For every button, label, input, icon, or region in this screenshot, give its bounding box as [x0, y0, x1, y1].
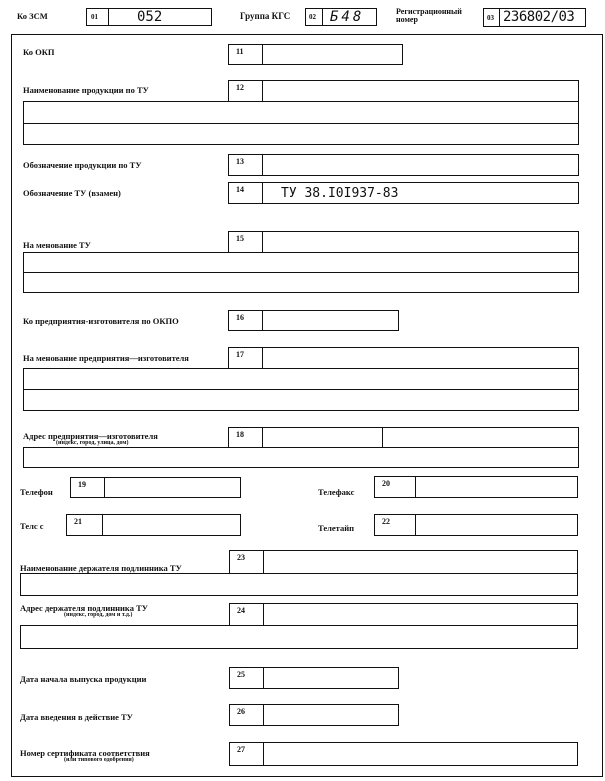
kod-value: 052: [137, 9, 163, 25]
field-teletype[interactable]: [415, 514, 578, 536]
reg-field[interactable]: [483, 8, 586, 27]
field-fax[interactable]: [415, 476, 578, 498]
field-product-designation[interactable]: [262, 154, 579, 176]
num-18: 18: [228, 427, 263, 448]
label-teletype: Телетайп: [318, 523, 354, 533]
field-manufacturer-name-3[interactable]: [23, 389, 579, 411]
num-27: 27: [229, 742, 264, 766]
num-17: 17: [228, 347, 263, 369]
label-tu-designation: Обозначение ТУ (взамен): [23, 188, 121, 198]
field-okp[interactable]: [262, 44, 403, 65]
field-original-holder-2[interactable]: [20, 573, 578, 596]
sub-manufacturer-address: (индекс, город, улица, дом): [56, 440, 129, 446]
label-phone: Телефон: [20, 487, 53, 497]
field-manufacturer-address-1[interactable]: [262, 427, 579, 448]
reg-label-2: номер: [396, 15, 418, 24]
num-15: 15: [228, 231, 263, 253]
field-holder-address-1[interactable]: [263, 603, 578, 626]
group-label: Группа КГС: [240, 11, 291, 21]
label-okpo: Ко предприятия-изготовителя по ОКПО: [23, 316, 179, 326]
label-product-designation: Обозначение продукции по ТУ: [23, 160, 142, 170]
kod-label: Ко ЗСМ: [17, 11, 48, 21]
label-product-name: Наименование продукции по ТУ: [23, 85, 149, 95]
field-manufacturer-name-1[interactable]: [262, 347, 579, 369]
field-certificate[interactable]: [263, 742, 578, 766]
num-24: 24: [229, 603, 264, 626]
sub-certificate: (или типового одобрения): [64, 757, 134, 763]
field-tu-name-2[interactable]: [23, 252, 579, 273]
reg-label-1: Регистрационный: [396, 7, 462, 16]
label-telex: Телс с: [20, 521, 44, 531]
label-manufacturer-address: Адрес предприятия—изготовителя: [23, 431, 158, 441]
num-20: 20: [374, 476, 416, 498]
num-11: 11: [228, 44, 263, 65]
field-product-name-2[interactable]: [23, 101, 579, 124]
num-23: 23: [229, 550, 264, 574]
field-tu-effective[interactable]: [263, 704, 399, 726]
reg-value: 236802/03: [503, 9, 575, 25]
kod-field[interactable]: [86, 8, 212, 26]
num-12: 12: [228, 80, 263, 102]
label-production-start: Дата начала выпуска продукции: [20, 674, 147, 684]
num-21: 21: [66, 514, 103, 536]
group-num: 02: [309, 13, 316, 21]
tu-designation-value: ТУ 38.I0I937-83: [281, 186, 399, 201]
field-holder-address-2[interactable]: [20, 625, 578, 649]
field-product-name-3[interactable]: [23, 123, 579, 145]
label-holder-address: Адрес держателя подлинника ТУ: [20, 603, 148, 613]
field-phone[interactable]: [104, 477, 241, 498]
field-manufacturer-name-2[interactable]: [23, 368, 579, 390]
num-13: 13: [228, 154, 263, 176]
num-22: 22: [374, 514, 416, 536]
label-tu-effective: Дата введения в действие ТУ: [20, 712, 133, 722]
field-product-name-1[interactable]: [262, 80, 579, 102]
num-14: 14: [228, 182, 263, 204]
field-telex[interactable]: [102, 514, 241, 536]
reg-num: 03: [487, 14, 494, 22]
kod-num: 01: [91, 13, 98, 21]
group-value: Б48: [330, 9, 365, 25]
field-tu-designation[interactable]: [262, 182, 579, 204]
field-original-holder-1[interactable]: [263, 550, 578, 574]
field-tu-name-1[interactable]: [262, 231, 579, 253]
field-okpo[interactable]: [262, 310, 399, 331]
label-certificate: Номер сертификата соответствия: [20, 748, 150, 758]
num-25: 25: [229, 667, 264, 689]
num-26: 26: [229, 704, 264, 726]
group-field[interactable]: [305, 8, 377, 26]
label-original-holder: Наименование держателя подлинника ТУ: [20, 563, 182, 573]
label-fax: Телефакс: [318, 487, 355, 497]
num-19: 19: [70, 477, 105, 498]
num-16: 16: [228, 310, 263, 331]
field-manufacturer-address-2[interactable]: [23, 447, 579, 468]
field-production-start[interactable]: [263, 667, 399, 689]
label-okp: Ко ОКП: [23, 47, 55, 57]
label-manufacturer-name: На менование предприятия—изготовителя: [23, 353, 189, 363]
sub-holder-address: (индекс, город, дом и т.д.): [64, 612, 133, 618]
field-tu-name-3[interactable]: [23, 272, 579, 293]
label-tu-name: На менование ТУ: [23, 240, 91, 250]
